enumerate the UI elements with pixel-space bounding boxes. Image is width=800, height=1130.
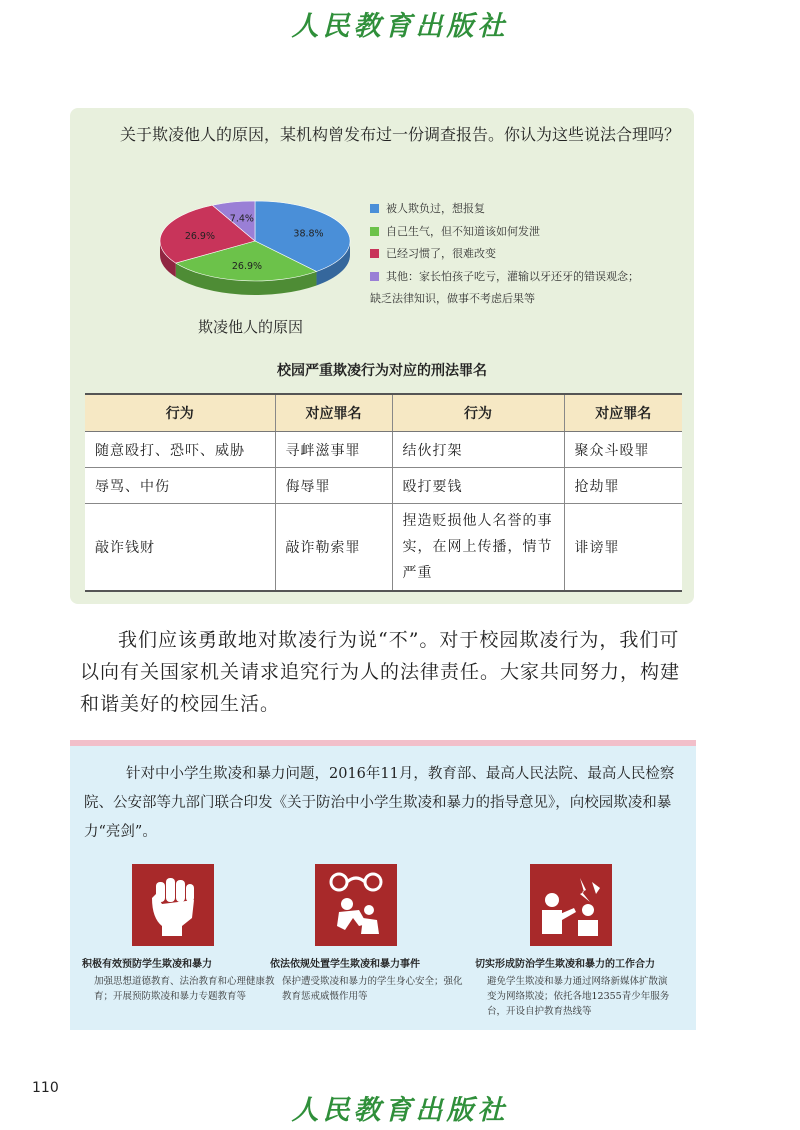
- handcuffs-arrest-icon: [315, 864, 397, 946]
- publisher-logo-bottom: 人民教育出版社: [291, 1095, 509, 1126]
- behavior-cell: 捏造贬损他人名誉的事实，在网上传播，情节严重: [392, 504, 564, 592]
- legend-swatch: [370, 227, 379, 236]
- people-conflict-icon: [530, 864, 612, 946]
- page-number: 110: [32, 1080, 59, 1096]
- survey-box: [70, 108, 694, 604]
- table-header-row: [85, 394, 682, 432]
- legend-item: [370, 198, 639, 221]
- behavior-cell: 随意殴打、恐吓、威胁: [85, 432, 275, 468]
- table-row: [85, 504, 682, 592]
- legend-continuation: 缺乏法律知识，做事不考虑后果等: [370, 292, 535, 305]
- crime-cell: 寻衅滋事罪: [275, 432, 392, 468]
- header-crime: 对应罪名: [564, 394, 682, 432]
- survey-question: 关于欺凌他人的原因，某机构曾发布过一份调查报告。你认为这些说法合理吗？: [120, 125, 681, 144]
- pie-data-label: 26.9%: [231, 260, 263, 272]
- info-card-prevent: [82, 864, 279, 1004]
- body-paragraph: 我们应该勇敢地对欺凌行为说“不”。对于校园欺凌行为，我们可以向有关国家机关请求追究行为人的法律责任。大家共同努力，构建和谐美好的校园生活。: [80, 629, 681, 715]
- info-card-handle: [270, 864, 467, 1004]
- crime-cell: 抢劫罪: [564, 468, 682, 504]
- info-panel: [70, 740, 696, 1030]
- raised-fist-icon: [132, 864, 214, 946]
- chart-caption: 欺凌他人的原因: [198, 318, 304, 336]
- legend-label: 已经习惯了，很难改变: [386, 247, 496, 260]
- legend-item: [370, 243, 639, 266]
- legend-item: [370, 221, 639, 244]
- legend-swatch: [370, 249, 379, 258]
- panel-top-stripe: [70, 740, 696, 746]
- legend-item: [370, 266, 639, 289]
- header-behavior: 行为: [392, 394, 564, 432]
- legend-swatch: [370, 204, 379, 213]
- behavior-cell: 辱骂、中伤: [85, 468, 275, 504]
- pie-data-label: 26.9%: [184, 230, 216, 242]
- card-description: 加强思想道德教育、法治教育和心理健康教育；开展预防欺凌和暴力专题教育等: [94, 976, 275, 1002]
- crime-cell: 聚众斗殴罪: [564, 432, 682, 468]
- table-row: [85, 468, 682, 504]
- table-row: [85, 432, 682, 468]
- legend-swatch: [370, 272, 379, 281]
- crime-cell: 敲诈勒索罪: [275, 504, 392, 592]
- behavior-cell: 结伙打架: [392, 432, 564, 468]
- chart-legend: [370, 198, 639, 311]
- pie-data-label: 38.8%: [293, 228, 324, 240]
- publisher-logo-top: 人民教育出版社: [291, 11, 509, 42]
- info-card-cooperate: [475, 864, 672, 1019]
- behavior-cell: 殴打要钱: [392, 468, 564, 504]
- card-description: 避免学生欺凌和暴力通过网络新媒体扩散演变为网络欺凌；依托各地12355青少年服务台，开设自护教育热线等: [487, 976, 670, 1017]
- legend-label: 其他：家长怕孩子吃亏，灌输以牙还牙的错误观念；: [386, 269, 639, 283]
- pie-chart-svg: [155, 196, 355, 308]
- pie-data-label: 7.4%: [229, 213, 254, 225]
- info-text: 针对中小学生欺凌和暴力问题，2016年11月，教育部、最高人民法院、最高人民检察院、公安部等九部门联合印发《关于防治中小学生欺凌和暴力的指导意见》，向校园欺凌和暴力“亮剑”。: [84, 766, 675, 840]
- card-title: 依法依规处置学生欺凌和暴力事件: [270, 959, 420, 970]
- header-behavior: 行为: [85, 394, 275, 432]
- legend-label: 被人欺负过，想报复: [386, 202, 485, 215]
- crime-cell: 诽谤罪: [564, 504, 682, 592]
- table-title: 校园严重欺凌行为对应的刑法罪名: [277, 363, 487, 379]
- header-crime: 对应罪名: [275, 394, 392, 432]
- card-title: 切实形成防治学生欺凌和暴力的工作合力: [475, 959, 655, 970]
- pie-chart: [155, 196, 355, 308]
- crime-cell: 侮辱罪: [275, 468, 392, 504]
- card-title: 积极有效预防学生欺凌和暴力: [82, 959, 212, 970]
- card-description: 保护遭受欺凌和暴力的学生身心安全；强化教育惩戒威慑作用等: [282, 976, 463, 1002]
- legend-label: 自己生气，但不知道该如何发泄: [386, 224, 540, 238]
- crime-table: [85, 393, 682, 592]
- behavior-cell: 敲诈钱财: [85, 504, 275, 592]
